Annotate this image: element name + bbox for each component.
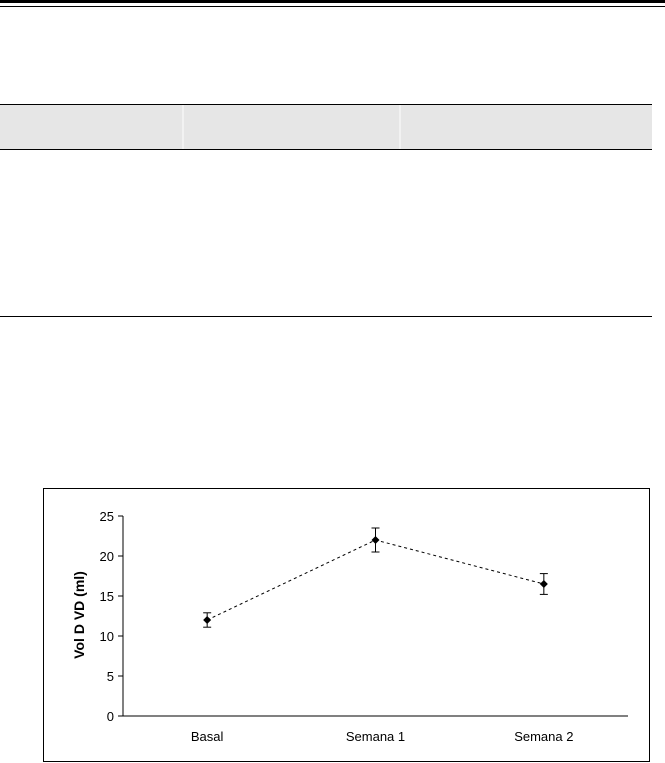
y-tick-label: 25 — [99, 509, 114, 524]
table-bottom-rule — [0, 316, 652, 317]
y-tick-label: 5 — [106, 669, 114, 684]
column-divider — [182, 105, 184, 149]
x-tick-label: Basal — [190, 729, 224, 744]
chart-marks — [203, 528, 548, 627]
x-tick-label: Semana 1 — [345, 729, 406, 744]
chart-axes — [100, 509, 628, 744]
x-tick-label: Semana 2 — [514, 729, 574, 744]
y-tick-label: 20 — [99, 549, 114, 564]
data-point-marker — [203, 616, 211, 624]
y-tick-label: 15 — [99, 589, 114, 604]
column-divider — [399, 105, 401, 149]
chart-svg — [44, 489, 649, 761]
top-rule — [0, 0, 665, 7]
table-header — [0, 104, 652, 150]
y-axis-label: Vol D VD (ml) — [71, 571, 87, 659]
y-tick-label: 0 — [106, 709, 114, 724]
data-point-marker — [372, 536, 380, 544]
y-tick-label: 10 — [99, 629, 114, 644]
chart-frame — [43, 488, 650, 762]
data-point-marker — [540, 580, 548, 588]
